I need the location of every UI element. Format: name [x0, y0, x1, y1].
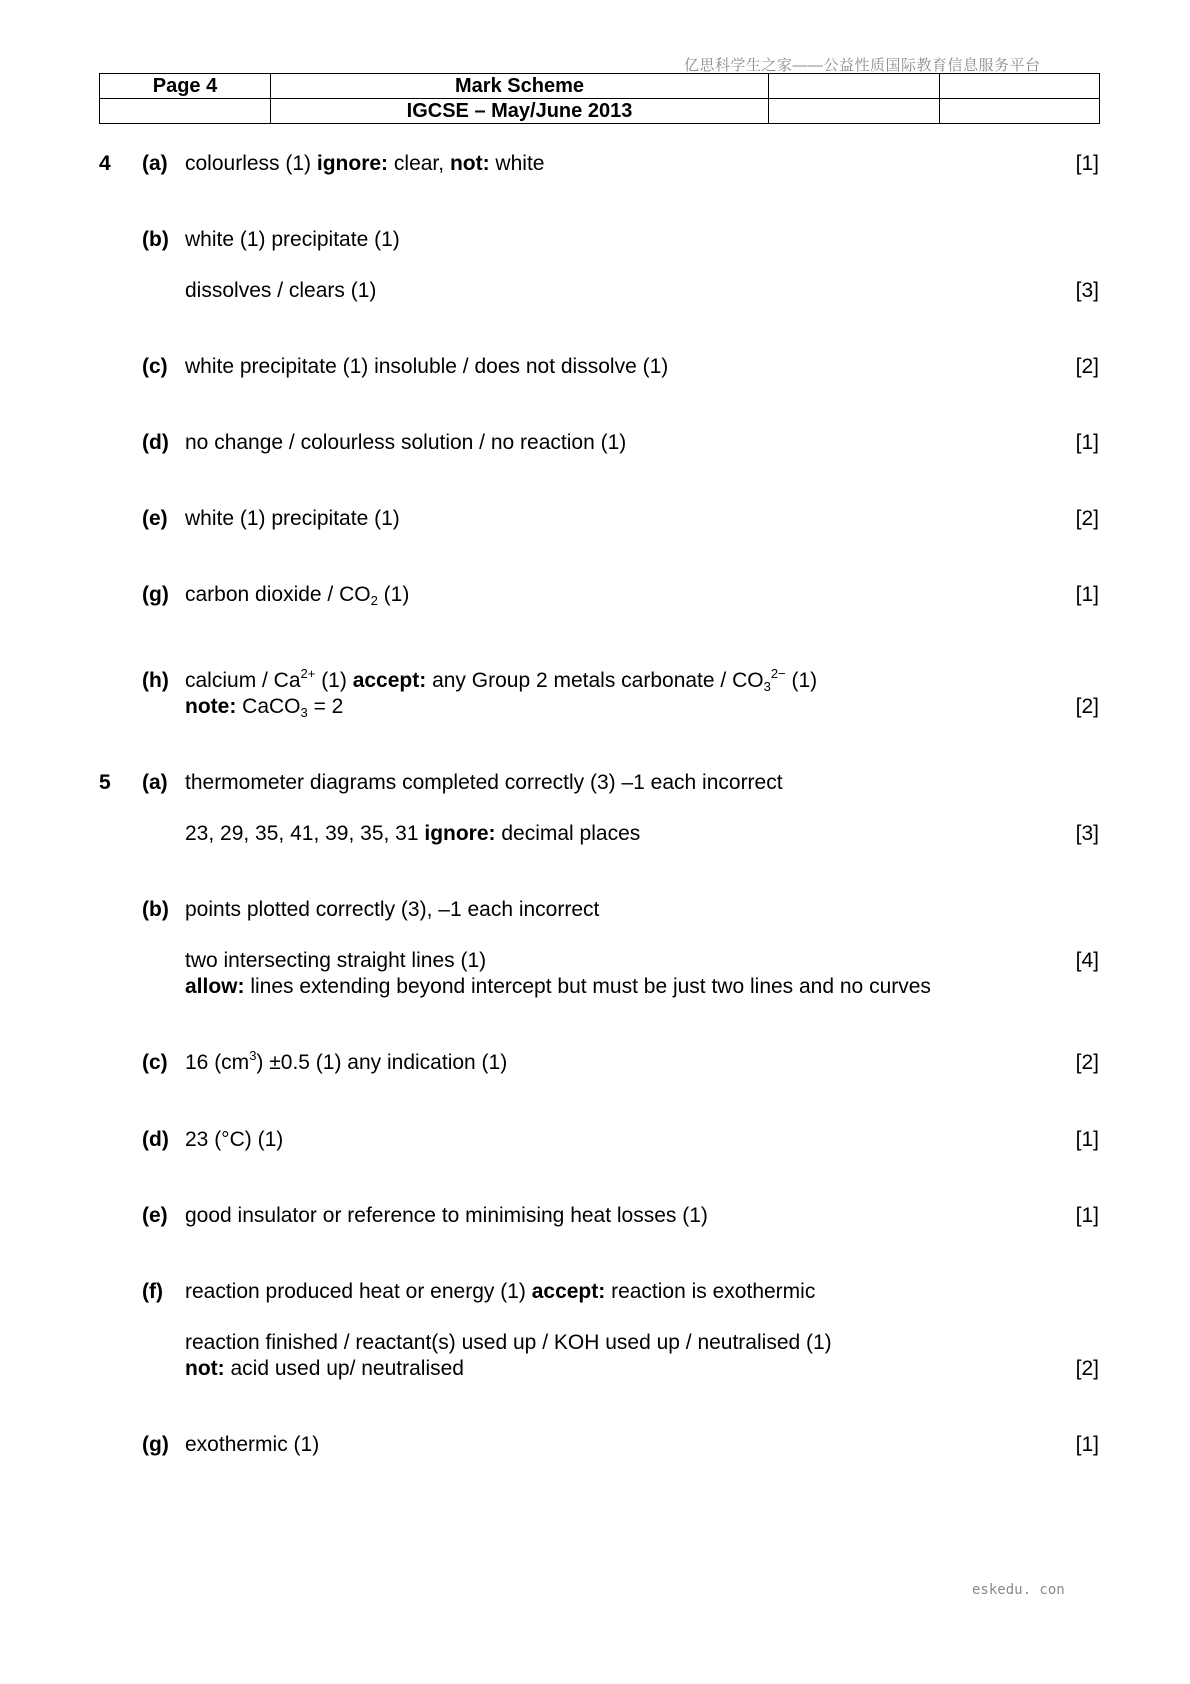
part-label: (d) — [142, 431, 169, 454]
watermark-text: 亿思科学生之家——公益性质国际教育信息服务平台 — [684, 57, 1041, 74]
mark-allocation: [4] — [1075, 949, 1099, 972]
q5f-row — [0, 1278, 1190, 1308]
mark-allocation: [1] — [1075, 583, 1099, 606]
part-label: (b) — [142, 228, 169, 251]
answer-text: good insulator or reference to minimising heat losses (1) — [185, 1204, 708, 1227]
q4b-row-2 — [0, 277, 1190, 307]
question-number: 5 — [99, 771, 111, 794]
answer-text: 23 (°C) (1) — [185, 1128, 284, 1151]
mark-allocation: [2] — [1075, 1357, 1099, 1380]
q4h-row-2 — [0, 693, 1190, 723]
answer-text: 16 $(cm^3) \pm 0.5$ (1) any indication (1) — [185, 1048, 508, 1074]
mark-allocation: [2] — [1075, 695, 1099, 718]
part-label: (c) — [142, 1051, 168, 1074]
answer-text: points plotted correctly (3), –1 each incorrect — [185, 898, 600, 921]
answer-text: reaction produced heat or energy (1) accept: reaction is exothermic — [185, 1280, 816, 1303]
q4g-row — [0, 581, 1190, 611]
header-table — [99, 73, 1100, 124]
answer-text: calcium / $Ca^{2+}$ (1) accept: any Group 2 metals carbonate / $CO_3^{2-}$ (1) — [185, 666, 818, 694]
question-number: 4 — [99, 152, 111, 175]
q5b-row-3 — [0, 973, 1190, 1003]
part-label: (h) — [142, 669, 169, 692]
footer-watermark: eskedu. con — [972, 1582, 1065, 1598]
mark-allocation: [3] — [1075, 279, 1099, 302]
mark-allocation: [3] — [1075, 822, 1099, 845]
part-label: (c) — [142, 355, 168, 378]
part-label: (e) — [142, 507, 168, 530]
answer-text: colourless (1) ignore: clear, not: white — [185, 152, 545, 175]
document-title: Mark Scheme — [271, 74, 769, 99]
answer-text: no change / colourless solution / no reaction (1) — [185, 431, 627, 454]
mark-allocation: [1] — [1075, 1128, 1099, 1151]
q5e-row — [0, 1202, 1190, 1232]
document-subtitle: IGCSE – May/June 2013 — [271, 99, 769, 124]
mark-allocation: [2] — [1075, 507, 1099, 530]
answer-text: white (1) precipitate (1) — [185, 507, 400, 530]
answer-text: white precipitate (1) insoluble / does not dissolve (1) — [185, 355, 669, 378]
mark-allocation: [2] — [1075, 1051, 1099, 1074]
part-label: (f) — [142, 1280, 163, 1303]
mark-allocation: [1] — [1075, 152, 1099, 175]
part-label: (a) — [142, 771, 168, 794]
answer-text: reaction finished / reactant(s) used up / KOH used up / neutralised (1) — [185, 1331, 832, 1354]
q5b-row — [0, 896, 1190, 926]
q5g-row — [0, 1431, 1190, 1461]
answer-text: carbon dioxide / $CO_2$ (1) — [185, 583, 410, 608]
part-label: (e) — [142, 1204, 168, 1227]
answer-text: 23, 29, 35, 41, 39, 35, 31 ignore: decimal places — [185, 822, 641, 845]
mark-allocation: [2] — [1075, 355, 1099, 378]
q4c-row — [0, 353, 1190, 383]
mark-allocation: [1] — [1075, 1204, 1099, 1227]
q4a-row — [0, 150, 1190, 180]
answer-text: note: CaCO$_3$ = 2 — [185, 695, 344, 720]
answer-text: dissolves / clears (1) — [185, 279, 377, 302]
part-label: (a) — [142, 152, 168, 175]
part-label: (g) — [142, 583, 169, 606]
q4b-row — [0, 226, 1190, 256]
q5a-row — [0, 769, 1190, 799]
page-number: Page 4 — [100, 74, 271, 99]
q5a-row-2 — [0, 820, 1190, 850]
q5d-row — [0, 1126, 1190, 1156]
answer-text: thermometer diagrams completed correctly (3) –1 each incorrect — [185, 771, 783, 794]
header-empty-cell — [769, 74, 940, 99]
header-empty-cell — [769, 99, 940, 124]
mark-allocation: [1] — [1075, 431, 1099, 454]
answer-text: allow: lines extending beyond intercept but must be just two lines and no curves — [185, 975, 931, 998]
q4e-row — [0, 505, 1190, 535]
part-label: (g) — [142, 1433, 169, 1456]
part-label: (d) — [142, 1128, 169, 1151]
answer-text: white (1) precipitate (1) — [185, 228, 400, 251]
q5f-row-3 — [0, 1355, 1190, 1385]
header-empty-cell — [940, 74, 1100, 99]
mark-allocation: [1] — [1075, 1433, 1099, 1456]
answer-text: not: acid used up/ neutralised — [185, 1357, 464, 1380]
q4d-row — [0, 429, 1190, 459]
answer-text: two intersecting straight lines (1) — [185, 949, 487, 972]
header-empty-cell — [940, 99, 1100, 124]
part-label: (b) — [142, 898, 169, 921]
answer-text: exothermic (1) — [185, 1433, 320, 1456]
q5c-row — [0, 1049, 1190, 1079]
header-empty-cell — [100, 99, 271, 124]
